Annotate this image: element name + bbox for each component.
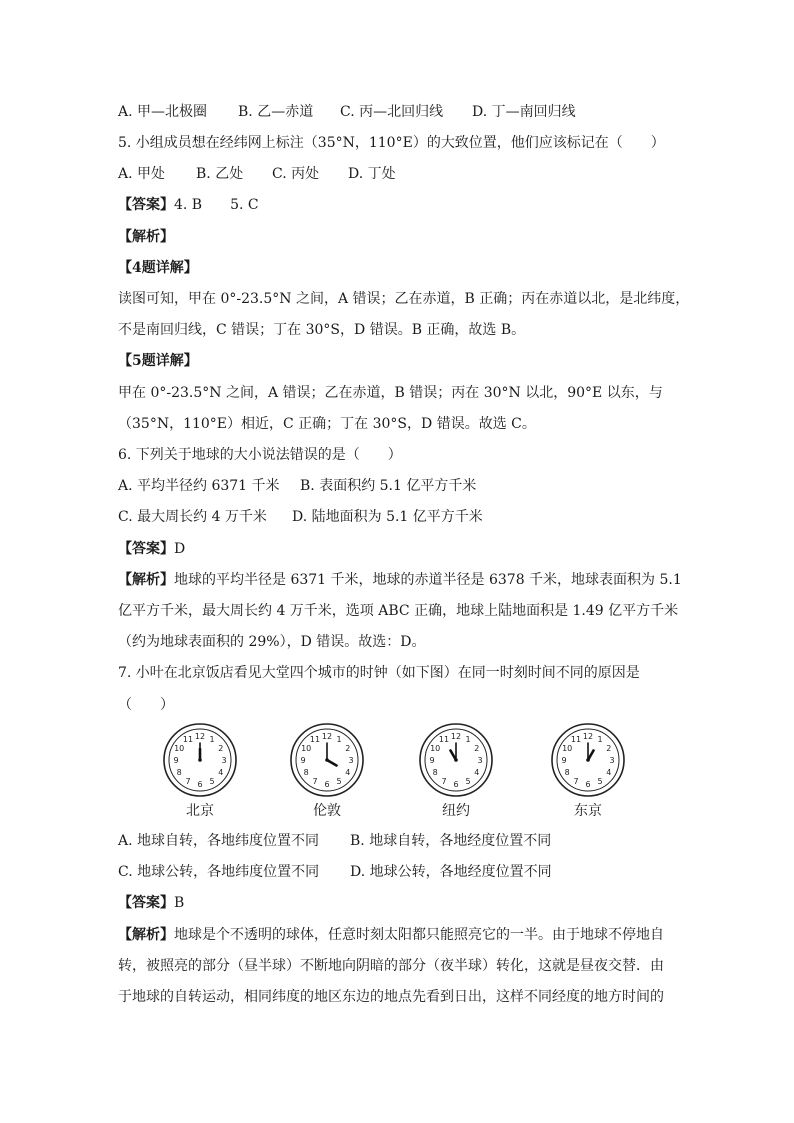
answer-4-5 bbox=[118, 195, 678, 215]
clock-city-label: 纽约 bbox=[442, 803, 470, 819]
clock-city-label: 东京 bbox=[574, 803, 602, 819]
answer-value: B bbox=[174, 895, 185, 911]
clock-numeral: 2 bbox=[218, 744, 224, 753]
clock-center-pin bbox=[586, 758, 590, 762]
q5-detail-line: 甲在 0°-23.5°N 之间，A 错误；乙在赤道，B 错误；丙在 30°N 以北，90°E 以东，与 bbox=[118, 385, 663, 401]
q4-detail-line: 读图可知，甲在 0°-23.5°N 之间，A 错误；乙在赤道，B 正确；丙在赤道以北，是北纬度， bbox=[118, 291, 690, 307]
clock-numeral: 11 bbox=[309, 735, 321, 745]
q4-option-d: D. 丁—南回归线 bbox=[472, 104, 576, 120]
analysis-tag: 【解析】 bbox=[118, 229, 174, 245]
clock-numeral: 12 bbox=[582, 732, 594, 741]
q6-option-d: D. 陆地面积为 5.1 亿平方千米 bbox=[292, 509, 483, 525]
clock-face bbox=[418, 722, 494, 798]
clock-numeral: 1 bbox=[597, 735, 603, 745]
clock-numeral: 4 bbox=[218, 768, 224, 777]
clock-numeral: 8 bbox=[303, 768, 309, 777]
analysis-line: 地球的平均半径是 6371 千米，地球的赤道半径是 6378 千米，地球表面积为 5.1 bbox=[174, 572, 682, 588]
q6-option-b: B. 表面积约 5.1 亿平方千米 bbox=[300, 478, 477, 494]
q5-option-c: C. 丙处 bbox=[272, 166, 320, 182]
clock-numeral: 12 bbox=[450, 732, 462, 741]
q6-analysis-line: 亿平方千米，最大周长约 4 万千米，选项 ABC 正确，地球上陆地面积是 1.49 亿平方千米 bbox=[118, 603, 679, 619]
clock-numeral: 7 bbox=[185, 776, 191, 786]
answer-text: 4. B 5. C bbox=[174, 197, 259, 213]
q6-option-c: C. 最大周长约 4 万千米 bbox=[118, 509, 267, 525]
q5-options bbox=[118, 164, 678, 184]
q6-analysis-line: （约为地球表面积的 29%），D 错误。故选：D。 bbox=[118, 634, 426, 650]
q5-detail-tag: 【5题详解】 bbox=[118, 353, 198, 369]
clock-numeral: 1 bbox=[209, 735, 215, 745]
clock-numeral: 3 bbox=[609, 756, 615, 765]
q7-option-d: D. 地球公转，各地经度位置不同 bbox=[350, 864, 552, 880]
analysis-tag: 【解析】 bbox=[118, 927, 174, 943]
clock-numeral: 11 bbox=[570, 735, 582, 745]
q7-analysis-line: 于地球的自转运动，相同纬度的地区东边的地点先看到日出，这样不同经度的地方时间的 bbox=[118, 989, 664, 1005]
clock-numeral: 2 bbox=[345, 744, 351, 753]
clock-numeral: 9 bbox=[561, 756, 567, 765]
clock-center-pin bbox=[325, 758, 329, 762]
clock-numeral: 5 bbox=[209, 776, 215, 786]
clock-numeral: 11 bbox=[438, 735, 450, 745]
clock-numeral: 4 bbox=[606, 768, 612, 777]
clock-numeral: 3 bbox=[221, 756, 227, 765]
clock-center-pin bbox=[454, 758, 458, 762]
q6-answer bbox=[118, 539, 678, 559]
answer-value: D bbox=[174, 541, 186, 557]
q5-option-a: A. 甲处 bbox=[118, 166, 166, 182]
q7-analysis-line: 转，被照亮的部分（昼半球）不断地向阴暗的部分（夜半球）转化，这就是昼夜交替．由 bbox=[118, 958, 664, 974]
clock-numeral: 8 bbox=[564, 768, 570, 777]
clock-numeral: 7 bbox=[441, 776, 447, 786]
q4-option-b: B. 乙—赤道 bbox=[238, 104, 314, 120]
clock-numeral: 7 bbox=[573, 776, 579, 786]
answer-tag: 【答案】 bbox=[118, 197, 174, 213]
clock-numeral: 10 bbox=[562, 744, 573, 753]
q4-detail-line: 不是南回归线，C 错误；丁在 30°S，D 错误。B 正确，故选 B。 bbox=[118, 322, 526, 338]
clock-numeral: 5 bbox=[597, 776, 603, 786]
clock-face bbox=[289, 722, 365, 798]
clock-face bbox=[162, 722, 238, 798]
q7-options-row2 bbox=[118, 862, 678, 882]
q6-options-row2 bbox=[118, 507, 678, 527]
q6-analysis bbox=[118, 570, 682, 590]
q7-option-a: A. 地球自转，各地纬度位置不同 bbox=[118, 833, 320, 849]
clock-city-label: 伦敦 bbox=[313, 803, 341, 819]
clock-city-label: 北京 bbox=[186, 803, 214, 819]
clock-figure bbox=[160, 722, 630, 822]
clock-numeral: 6 bbox=[324, 780, 330, 789]
clock-numeral: 10 bbox=[430, 744, 441, 753]
clock-numeral: 5 bbox=[465, 776, 471, 786]
clock-newyork bbox=[416, 722, 496, 820]
q4-options bbox=[118, 102, 678, 122]
clock-numeral: 2 bbox=[606, 744, 612, 753]
clock-numeral: 1 bbox=[465, 735, 471, 745]
clock-center-pin bbox=[198, 758, 202, 762]
clock-numeral: 6 bbox=[197, 780, 203, 789]
answer-tag: 【答案】 bbox=[118, 895, 174, 911]
clock-numeral: 9 bbox=[173, 756, 179, 765]
q7-option-b: B. 地球自转，各地经度位置不同 bbox=[350, 833, 552, 849]
clock-numeral: 5 bbox=[336, 776, 342, 786]
clock-numeral: 12 bbox=[321, 732, 333, 741]
q5-stem: 5. 小组成员想在经纬网上标注（35°N，110°E）的大致位置，他们应该标记在（ ） bbox=[118, 135, 665, 151]
clock-numeral: 11 bbox=[182, 735, 194, 745]
q6-stem: 6. 下列关于地球的大小说法错误的是（ ） bbox=[118, 447, 402, 463]
q7-option-c: C. 地球公转，各地纬度位置不同 bbox=[118, 864, 320, 880]
q7-options-row1 bbox=[118, 831, 678, 851]
clock-london bbox=[287, 722, 367, 820]
clock-face bbox=[550, 722, 626, 798]
q7-stem-bracket: （ ） bbox=[118, 697, 174, 713]
q6-options-row1 bbox=[118, 476, 678, 496]
clock-numeral: 8 bbox=[432, 768, 438, 777]
q5-option-d: D. 丁处 bbox=[348, 166, 396, 182]
clock-numeral: 9 bbox=[429, 756, 435, 765]
q5-detail-line: （35°N，110°E）相近，C 正确；丁在 30°S，D 错误。故选 C。 bbox=[118, 416, 536, 432]
q7-stem: 7. 小叶在北京饭店看见大堂四个城市的时钟（如下图）在同一时刻时间不同的原因是 bbox=[118, 665, 640, 681]
clock-numeral: 10 bbox=[301, 744, 312, 753]
q5-option-b: B. 乙处 bbox=[196, 166, 244, 182]
q4-detail-tag: 【4题详解】 bbox=[118, 260, 198, 276]
clock-numeral: 6 bbox=[453, 780, 459, 789]
clock-numeral: 3 bbox=[477, 756, 483, 765]
clock-numeral: 4 bbox=[345, 768, 351, 777]
q7-analysis bbox=[118, 925, 678, 945]
clock-numeral: 4 bbox=[474, 768, 480, 777]
clock-numeral: 12 bbox=[194, 732, 206, 741]
clock-numeral: 6 bbox=[585, 780, 591, 789]
q4-option-a: A. 甲—北极圈 bbox=[118, 104, 208, 120]
clock-numeral: 10 bbox=[174, 744, 185, 753]
clock-numeral: 1 bbox=[336, 735, 342, 745]
analysis-tag: 【解析】 bbox=[118, 572, 174, 588]
clock-numeral: 3 bbox=[348, 756, 354, 765]
q6-option-a: A. 平均半径约 6371 千米 bbox=[118, 478, 280, 494]
clock-numeral: 8 bbox=[176, 768, 182, 777]
clock-tokyo bbox=[548, 722, 628, 820]
clock-beijing bbox=[160, 722, 240, 820]
q7-answer bbox=[118, 893, 678, 913]
clock-numeral: 2 bbox=[474, 744, 480, 753]
analysis-line: 地球是个不透明的球体，任意时刻太阳都只能照亮它的一半。由于地球不停地自 bbox=[174, 927, 664, 943]
answer-tag: 【答案】 bbox=[118, 541, 174, 557]
clock-numeral: 9 bbox=[300, 756, 306, 765]
clock-numeral: 7 bbox=[312, 776, 318, 786]
q4-option-c: C. 丙—北回归线 bbox=[340, 104, 444, 120]
